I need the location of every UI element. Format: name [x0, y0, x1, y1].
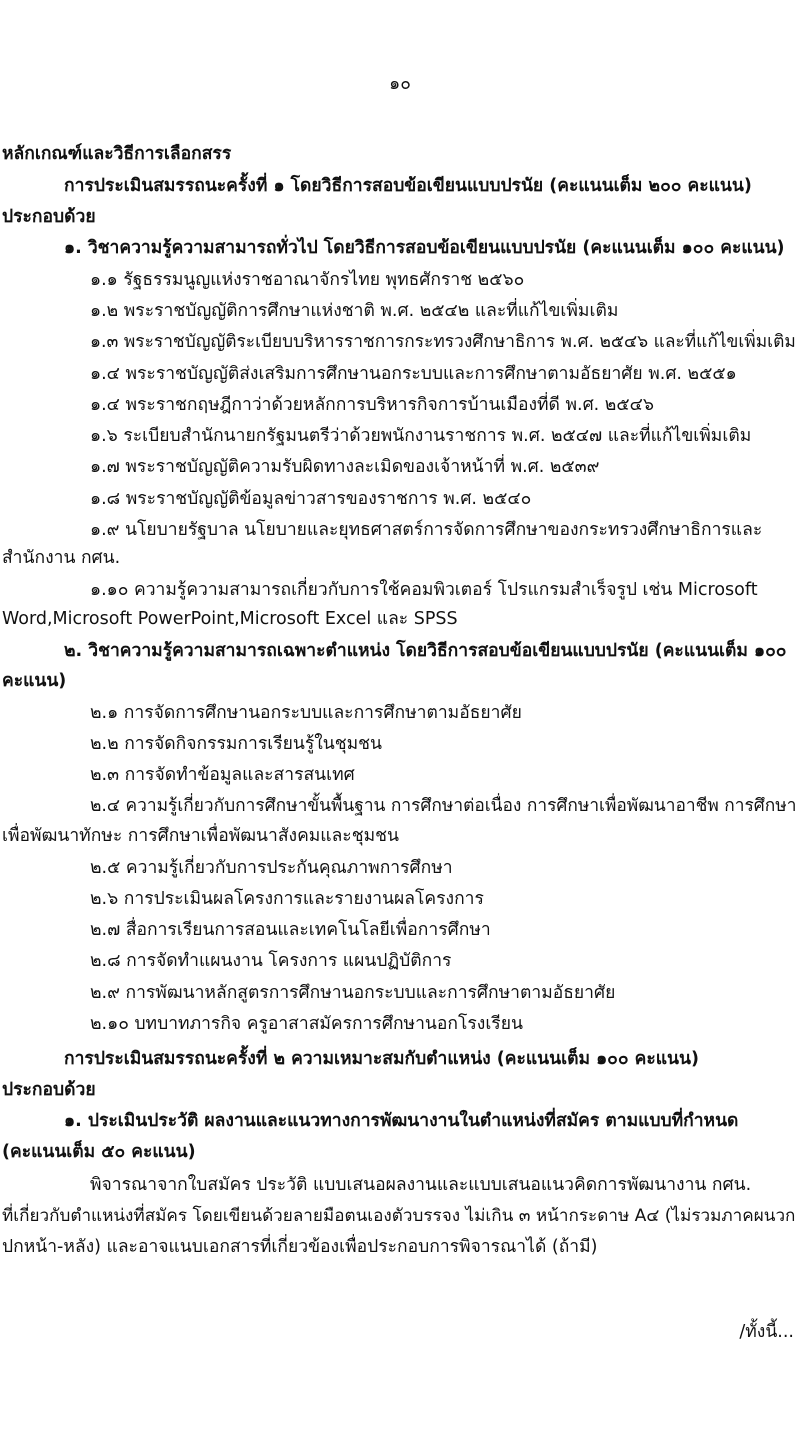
subject2-item: ๒.๗ สื่อการเรียนการสอนและเทคโนโลยีเพื่อการศึกษา [90, 920, 491, 940]
subject2-item: ๒.๖ การประเมินผลโครงการและรายงานผลโครงการ [90, 889, 484, 909]
subject2-item: ๒.๙ การพัฒนาหลักสูตรการศึกษานอกระบบและการศึกษาตามอัธยาศัย [90, 983, 616, 1003]
subject1-item-continued: Word,Microsoft PowerPoint,Microsoft Excel และ SPSS [2, 609, 458, 629]
subject1-title: ๑. วิชาความรู้ความสามารถทั่วไป โดยวิธีการสอบข้อเขียนแบบปรนัย (คะแนนเต็ม ๑๐๐ คะแนน) [64, 238, 785, 258]
subject2-title: ๒. วิชาความรู้ความสามารถเฉพาะตำแหน่ง โดยวิธีการสอบข้อเขียนแบบปรนัย (คะแนนเต็ม ๑๐๐ [64, 641, 787, 661]
continuation-mark: /ทั้งนี้... [739, 1322, 794, 1342]
subject1-item: ๑.๔ พระราชบัญญัติส่งเสริมการศึกษานอกระบบและการศึกษาตามอัธยาศัย พ.ศ. ๒๕๕๑ [90, 364, 737, 384]
subject2-item: ๒.๓ การจัดทำข้อมูลและสารสนเทศ [90, 765, 355, 785]
subject1-item: ๑.๔ พระราชกฤษฎีกาว่าด้วยหลักการบริหารกิจการบ้านเมืองที่ดี พ.ศ. ๒๕๔๖ [90, 395, 654, 415]
round1-consists-label: ประกอบด้วย [2, 207, 96, 227]
subject1-item: ๑.๗ พระราชบัญญัติความรับผิดทางละเมิดของเจ้าหน้าที่ พ.ศ. ๒๕๓๙ [90, 457, 600, 477]
subject2-item: ๒.๔ ความรู้เกี่ยวกับการศึกษาขั้นพื้นฐาน การศึกษาต่อเนื่อง การศึกษาเพื่อพัฒนาอาชีพ การศึกษา [90, 796, 797, 816]
subject2-item: ๒.๑ การจัดการศึกษานอกระบบและการศึกษาตามอัธยาศัย [90, 703, 522, 723]
round2-item1-score: (คะแนนเต็ม ๕๐ คะแนน) [2, 1142, 196, 1162]
subject2-item: ๒.๑๐ บทบาทภารกิจ ครูอาสาสมัครการศึกษานอกโรงเรียน [90, 1014, 523, 1034]
subject1-item: ๑.๑๐ ความรู้ความสามารถเกี่ยวกับการใช้คอมพิวเตอร์ โปรแกรมสำเร็จรูป เช่น Microsoft [90, 580, 758, 600]
subject2-item: ๒.๘ การจัดทำแผนงาน โครงการ แผนปฏิบัติการ [90, 951, 452, 971]
subject2-item: ๒.๕ ความรู้เกี่ยวกับการประกันคุณภาพการศึกษา [90, 858, 453, 878]
round2-consists-label: ประกอบด้วย [2, 1080, 96, 1100]
subject1-item-continued: สำนักงาน กศน. [2, 548, 121, 568]
section-heading: หลักเกณฑ์และวิธีการเลือกสรร [2, 144, 232, 164]
subject2-item: ๒.๒ การจัดกิจกรรมการเรียนรู้ในชุมชน [90, 734, 382, 754]
round2-title: การประเมินสมรรถนะครั้งที่ ๒ ความเหมาะสมกับตำแหน่ง (คะแนนเต็ม ๑๐๐ คะแนน) [64, 1049, 699, 1069]
subject2-title-continued: คะแนน) [2, 671, 67, 691]
round2-paragraph-line: ปกหน้า-หลัง) และอาจแนบเอกสารที่เกี่ยวข้องเพื่อประกอบการพิจารณาได้ (ถ้ามี) [2, 1237, 598, 1257]
subject1-item: ๑.๓ พระราชบัญญัติระเบียบบริหารราชการกระทรวงศึกษาธิการ พ.ศ. ๒๕๔๖ และที่แก้ไขเพิ่มเติม [90, 332, 796, 352]
subject1-item: ๑.๒ พระราชบัญญัติการศึกษาแห่งชาติ พ.ศ. ๒๕๔๒ และที่แก้ไขเพิ่มเติม [90, 301, 619, 321]
round2-paragraph-line: ที่เกี่ยวกับตำแหน่งที่สมัคร โดยเขียนด้วยลายมือตนเองตัวบรรจง ไม่เกิน ๓ หน้ากระดาษ A๔ (ไม่รวมภาคผนวก [2, 1206, 796, 1226]
subject1-item: ๑.๘ พระราชบัญญัติข้อมูลข่าวสารของราชการ พ.ศ. ๒๕๔๐ [90, 489, 532, 509]
round2-paragraph-line: พิจารณาจากใบสมัคร ประวัติ แบบเสนอผลงานและแบบเสนอแนวคิดการพัฒนางาน กศน. [90, 1175, 752, 1195]
round2-item1-title: ๑. ประเมินประวัติ ผลงานและแนวทางการพัฒนางานในตำแหน่งที่สมัคร ตามแบบที่กำหนด [64, 1111, 739, 1131]
subject2-item-continued: เพื่อพัฒนาทักษะ การศึกษาเพื่อพัฒนาสังคมและชุมชน [2, 826, 399, 846]
round1-title: การประเมินสมรรถนะครั้งที่ ๑ โดยวิธีการสอบข้อเขียนแบบปรนัย (คะแนนเต็ม ๒๐๐ คะแนน) [64, 176, 752, 196]
page-number: ๑๐ [389, 74, 411, 94]
subject1-item: ๑.๖ ระเบียบสำนักนายกรัฐมนตรีว่าด้วยพนักงานราชการ พ.ศ. ๒๕๔๗ และที่แก้ไขเพิ่มเติม [90, 426, 752, 446]
subject1-item: ๑.๙ นโยบายรัฐบาล นโยบายและยุทธศาสตร์การจัดการศึกษาของกระทรวงศึกษาธิการและ [90, 520, 763, 540]
subject1-item: ๑.๑ รัฐธรรมนูญแห่งราชอาณาจักรไทย พุทธศักราช ๒๕๖๐ [90, 270, 525, 290]
